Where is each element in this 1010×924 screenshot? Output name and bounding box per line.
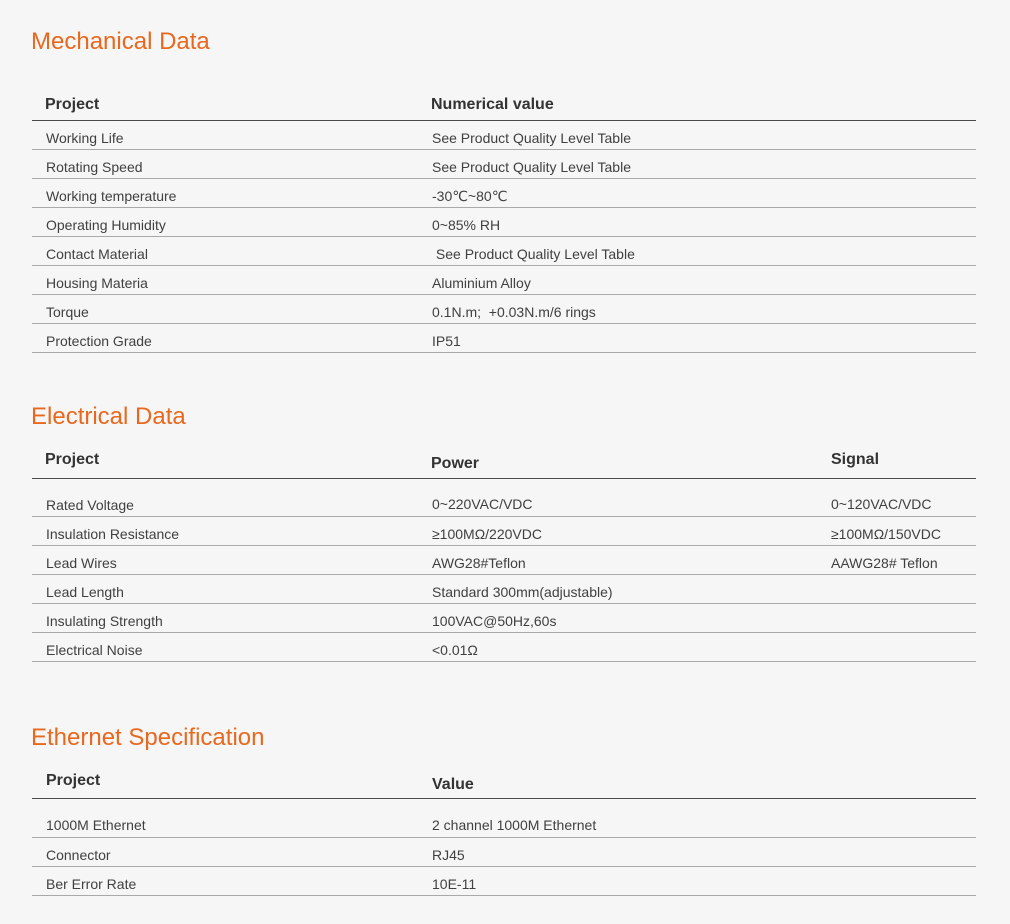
header-power: Power [431, 455, 480, 472]
row-power-value: 0~220VAC/VDC [432, 496, 533, 512]
row-label: Working temperature [46, 188, 177, 204]
row-label: 1000M Ethernet [46, 817, 146, 833]
row-label: Insulation Resistance [46, 526, 180, 542]
table-row [32, 575, 976, 604]
table-row [32, 324, 976, 353]
table-row [32, 237, 976, 266]
table-row [32, 604, 976, 633]
row-value: Aluminium Alloy [432, 275, 531, 291]
table-row [32, 517, 976, 546]
mechanical-data-table [32, 93, 976, 353]
row-label: Connector [46, 847, 111, 863]
table-row [32, 546, 976, 575]
table-row [32, 150, 976, 179]
row-power-value: Standard 300mm(adjustable) [432, 584, 613, 600]
header-project: Project [45, 451, 100, 468]
row-label: Torque [46, 304, 89, 320]
row-label: Operating Humidity [46, 217, 166, 233]
row-value: 2 channel 1000M Ethernet [432, 817, 597, 833]
table-row [32, 633, 976, 662]
row-label: Lead Length [46, 584, 124, 600]
row-label: Rotating Speed [46, 159, 143, 175]
row-signal-value: 0~120VAC/VDC [831, 496, 932, 512]
row-label: Working Life [46, 130, 124, 146]
table-row [32, 208, 976, 237]
row-value: See Product Quality Level Table [432, 159, 631, 175]
row-power-value: AWG28#Teflon [432, 555, 526, 571]
electrical-data-table [32, 448, 976, 662]
row-value: RJ45 [432, 847, 465, 863]
row-label: Electrical Noise [46, 642, 143, 658]
row-signal-value: AAWG28# Teflon [831, 555, 938, 571]
header-signal: Signal [831, 451, 880, 468]
row-signal-value: ≥100MΩ/150VDC [831, 526, 941, 542]
ethernet-spec-table [32, 769, 976, 896]
header-project: Project [45, 96, 100, 113]
row-label: Protection Grade [46, 333, 152, 349]
row-value: -30℃~80℃ [432, 188, 508, 204]
header-numerical-value: Numerical value [431, 96, 554, 113]
row-label: Insulating Strength [46, 613, 163, 629]
row-label: Lead Wires [46, 555, 117, 571]
electrical-section-title: Electrical Data [31, 403, 186, 430]
row-value: See Product Quality Level Table [432, 246, 635, 262]
row-label: Housing Materia [46, 275, 148, 291]
row-power-value: <0.01Ω [432, 642, 478, 658]
table-header [32, 448, 976, 479]
header-value: Value [432, 776, 474, 793]
table-row [32, 266, 976, 295]
row-label: Contact Material [46, 246, 148, 262]
row-label: Rated Voltage [46, 497, 134, 513]
table-row [32, 838, 976, 867]
row-value: 0.1N.m; +0.03N.m/6 rings [432, 304, 596, 320]
row-value: See Product Quality Level Table [432, 130, 631, 146]
table-row [32, 121, 976, 150]
row-value: IP51 [432, 333, 461, 349]
header-project: Project [46, 772, 101, 789]
row-value: 10E-11 [432, 876, 477, 892]
row-power-value: ≥100MΩ/220VDC [432, 526, 542, 542]
table-header [32, 769, 976, 799]
table-header [32, 93, 976, 121]
table-row [32, 479, 976, 517]
row-value: 0~85% RH [432, 217, 501, 233]
ethernet-section-title: Ethernet Specification [31, 724, 265, 751]
table-row [32, 295, 976, 324]
row-power-value: 100VAC@50Hz,60s [432, 613, 557, 629]
table-row [32, 867, 976, 896]
mechanical-section-title: Mechanical Data [31, 28, 210, 55]
row-label: Ber Error Rate [46, 876, 137, 892]
table-row [32, 799, 976, 838]
table-row [32, 179, 976, 208]
